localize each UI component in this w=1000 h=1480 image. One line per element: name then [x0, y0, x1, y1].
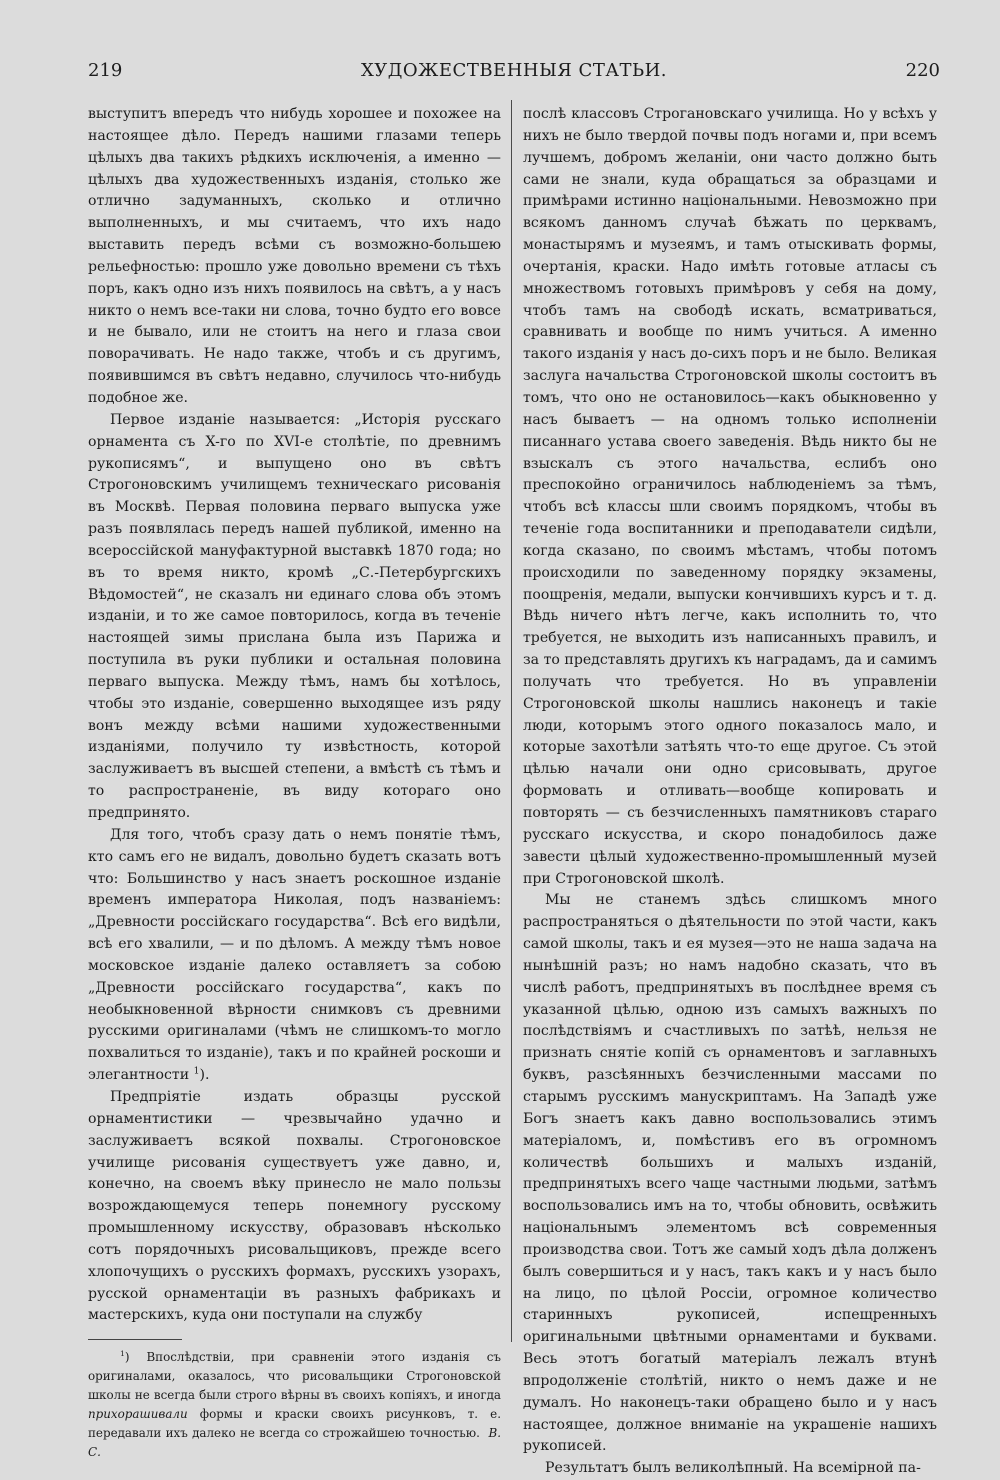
- running-title: ХУДОЖЕСТВЕННЫЯ СТАТЬИ.: [360, 60, 668, 81]
- running-header: [88, 60, 940, 86]
- footnote-marker: 1: [120, 1349, 125, 1359]
- footnote-text: формы и краски своихъ рисунковъ, т. е. передавали ихъ далеко не всегда со строжайшею точностью.: [88, 1407, 501, 1441]
- left-column: [88, 104, 501, 1462]
- footnote-divider: [88, 1339, 182, 1340]
- paragraph: [88, 825, 501, 1087]
- footnote-signature: В. С.: [88, 1426, 501, 1460]
- footnote-reference: 1: [193, 1065, 200, 1077]
- page-number-left: 219: [88, 60, 123, 81]
- right-column: [523, 104, 937, 1480]
- footnote-emphasis: прихорашивали: [88, 1407, 188, 1422]
- paragraph: выступитъ впередъ что нибудь хорошее и похожее на настоящее дѣло. Передъ нашими глазами теперь цѣлыхъ два такихъ рѣдкихъ исключенія, а именно — цѣлыхъ два художественныхъ изданія, столько же отлично задуманныхъ, сколько и отлично выполненныхъ, и мы считаемъ, что ихъ надо выставить передъ всѣми съ возможно-большею рельефностью: прошло уже довольно времени съ тѣхъ поръ, какъ одно изъ нихъ появилось на свѣтъ, а у насъ никто о немъ все-таки ни слова, точно будто его вовсе и не бывало, или не стоитъ на него и глаза свои поворачивать. Не надо также, чтобъ и съ другимъ, появившимся въ свѣтъ недавно, случилось что-нибудь подобное же.: [88, 106, 501, 406]
- paragraph-text-end: ).: [199, 1067, 210, 1084]
- footnote-text: ) Впослѣдствіи, при сравненіи этого изданія съ оригиналами, оказалось, что рисовальщики Строгоновской школы не всегда были строго вѣрны въ своихъ копіяхъ, и иногда: [88, 1350, 501, 1403]
- page-number-right: 220: [905, 60, 940, 81]
- paragraph: Мы не станемъ здѣсь слишкомъ много распространяться о дѣятельности по этой части, какъ самой школы, такъ и ея музея—это не наша задача на нынѣшній разъ; но намъ надобно сказать, что въ числѣ работъ, предпринятыхъ въ послѣднее время съ указанной цѣлью, одною изъ самыхъ важныхъ по послѣдствіямъ и счастливыхъ по затѣѣ, нельзя не признать снятіе копій съ орнаментовъ и заглавныхъ буквъ, разсѣянныхъ безчисленными массами по старымъ русскимъ манускриптамъ. На Западѣ уже Богъ знаетъ какъ давно воспользовались этимъ матеріаломъ, и, помѣстивъ его въ огромномъ количествѣ большихъ и малыхъ изданій, предпринятыхъ всего чаще частными людьми, затѣмъ воспользовались имъ на то, чтобы обновить, освѣжить національнымъ элементомъ всѣ современныя производства свои. Тотъ же самый ходъ дѣла долженъ былъ совершиться и у насъ, такъ какъ и у насъ было на лицо, по цѣлой Россіи, огромное количество старинныхъ рукописей, испещренныхъ оригинальными цвѣтными орнаментами и буквами. Весь этотъ богатый матеріалъ лежалъ втунѣ впродолженіе столѣтій, никто о немъ даже и не думалъ. Но наконецъ-таки обращено было и у насъ настоящее, должное вниманіе на украшеніе нашихъ рукописей.: [523, 892, 937, 1455]
- paragraph-text: Для того, чтобъ сразу дать о немъ понятіе тѣмъ, кто самъ его не видалъ, довольно будетъ сказать вотъ что: Большинство у насъ знаетъ роскошное изданіе временъ императора Николая, подъ названіемъ: „Древности россійскаго государства“. Всѣ его видѣли, всѣ его хвалили, — и по дѣломъ. А между тѣмъ новое московское изданіе далеко оставляетъ за собою „Древности россійскаго государства“, какъ по необыкновенной вѣрности снимковъ съ древними русскими оригиналами (чѣмъ не слишкомъ-то могло похвалиться то изданіе), такъ и по крайней роскоши и элегантности: [88, 826, 501, 1084]
- column-divider: [511, 100, 512, 1342]
- paragraph: Первое изданіе называется: „Исторія русскаго орнамента съ X-го по XVI-е столѣтіе, по древнимъ рукописямъ“, и выпущено оно въ свѣтъ Строгоновскимъ училищемъ техническаго рисованія въ Москвѣ. Первая половина перваго выпуска уже разъ появлялась передъ нашей публикой, именно на всероссійской мануфактурной выставкѣ 1870 года; но въ то время никто, кромѣ „С.-Петербургскихъ Вѣдомостей“, не сказалъ ни единаго слова объ этомъ изданіи, и то же самое повторилось, когда въ теченіе настоящей зимы прислана была изъ Парижа и поступила въ руки публики и остальная половина перваго выпуска. Между тѣмъ, намъ бы хотѣлось, чтобы это изданіе, совершенно выходящее изъ ряду вонъ между всѣми нашими художественными изданіями, получило ту извѣстность, которой заслуживаетъ въ высшей степени, а вмѣстѣ съ тѣмъ и то распространеніе, въ виду котораго оно предпринято.: [88, 411, 501, 821]
- footnote: [88, 1348, 501, 1462]
- paragraph: Предпріятіе издать образцы русской орнаментистики — чрезвычайно удачно и заслуживаетъ всякой похвалы. Строгоновское училище рисованія существуетъ уже давно, и, конечно, на своемъ вѣку принесло не мало пользы возрождающемуся теперь понемногу русскому промышленному искусству, образовавъ нѣсколько сотъ порядочныхъ рисовальщиковъ, прежде всего хлопочущихъ о русскихъ формахъ, русскихъ узорахъ, русской орнаментаціи въ разныхъ фабрикахъ и мастерскихъ, куда они поступали на службу: [88, 1088, 501, 1324]
- paragraph: послѣ классовъ Строгановскаго училища. Но у всѣхъ у нихъ не было твердой почвы подъ ногами и, при всемъ лучшемъ, добромъ желаніи, они часто должно быть сами не знали, куда обращаться за образцами и примѣрами истинно національными. Невозможно при всякомъ данномъ случаѣ бѣжать по церквамъ, монастырямъ и музеямъ, и тамъ отыскивать формы, очертанія, краски. Надо имѣть готовые атласы съ множествомъ готовыхъ примѣровъ у себя на дому, чтобъ тамъ на свободѣ искать, всматриваться, сравнивать и вообще по нимъ учиться. А именно такого изданія у насъ до-сихъ поръ и не было. Великая заслуга начальства Строгоновской школы состоитъ въ томъ, что оно не остановилось—какъ обыкновенно у насъ бываетъ — на одномъ только исполненіи писаннаго устава своего заведенія. Вѣдь никто бы не взыскалъ съ этого начальства, еслибъ оно преспокойно ограничилось наблюденіемъ за тѣмъ, чтобъ всѣ классы шли своимъ порядкомъ, чтобы въ теченіе года воспитанники и преподаватели сидѣли, когда сказано, по своимъ мѣстамъ, чтобы потомъ происходили по заведенному порядку экзамены, поощренія, медали, выпуски кончившихъ курсъ и т. д. Вѣдь ничего нѣтъ легче, какъ исполнить то, что требуется, не выходить изъ написанныхъ правилъ, и за то представлять другихъ къ наградамъ, да и самимъ получать что требуется. Но въ управленіи Строгоновской школы нашлись наконецъ и такіе люди, которымъ этого одного показалось мало, и которые захотѣли затѣять что-то еще другое. Съ этой цѣлью начали они одно срисовывать, другое формовать и отливать—вообще копировать и повторять — съ безчисленныхъ памятниковъ стараго русскаго искусства, и скоро понадобилось даже завести цѣлый художественно-промышленный музей при Строгоновской школѣ.: [523, 106, 937, 887]
- paragraph: Результатъ былъ великолѣпный. На всемірной па-: [545, 1460, 921, 1477]
